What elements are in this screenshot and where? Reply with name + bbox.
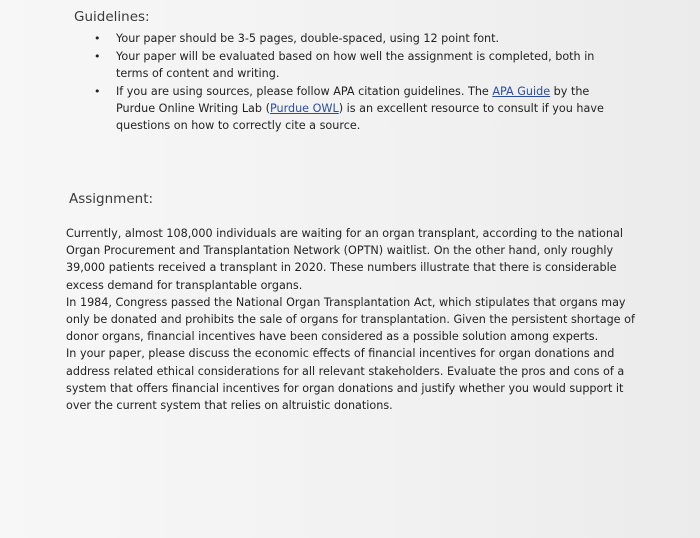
guideline-text-before: If you are using sources, please follow APA citation guidelines. The	[116, 85, 493, 98]
guideline-text: Your paper should be 3-5 pages, double-spaced, using 12 point font.	[116, 32, 500, 45]
apa-guide-link[interactable]: APA Guide	[492, 85, 551, 98]
guideline-text: Your paper will be evaluated based on how well the assignment is completed, both in terms of content and writing.	[116, 50, 595, 80]
guidelines-list	[94, 30, 624, 135]
guideline-item-evaluation	[94, 48, 624, 82]
guideline-text-after: ) is an excellent resource to consult if you have questions on how to correctly cite a source.	[116, 102, 604, 132]
guideline-item-citation	[94, 83, 624, 134]
guideline-text-middle: by the Purdue Online Writing Lab (	[116, 85, 590, 115]
assignment-paragraph: In 1984, Congress passed the National Organ Transplantation Act, which stipulates that organs may only be donated and prohibits the sale of organs for transplantation. Given the persistent shortage of donor organs, financial incentives have been considered as a possible solution among experts.	[66, 295, 635, 344]
bullet-icon: •	[94, 50, 101, 63]
assignment-heading: Assignment:	[69, 191, 154, 207]
assignment-paragraph: In your paper, please discuss the economic effects of financial incentives for organ donations and address related ethical considerations for all relevant stakeholders. Evaluate the pros and cons of a system that offers financial incentives for organ donations and justify whether you would support it over the current system that relies on altruistic donations.	[66, 347, 625, 413]
bullet-icon: •	[94, 85, 101, 98]
bullet-icon: •	[94, 32, 101, 45]
assignment-paragraph: Currently, almost 108,000 individuals are waiting for an organ transplant, according to the national Organ Procurement and Transplantation Network (OPTN) waitlist. On the other hand, only roughly 39,000 patients received a transplant in 2020. These numbers illustrate that there is considerable excess demand for transplantable organs.	[66, 227, 623, 292]
guideline-item-page-length	[94, 30, 624, 47]
guidelines-heading: Guidelines:	[74, 9, 150, 25]
assignment-body	[66, 225, 646, 414]
purdue-owl-link[interactable]: Purdue OWL	[269, 102, 339, 115]
